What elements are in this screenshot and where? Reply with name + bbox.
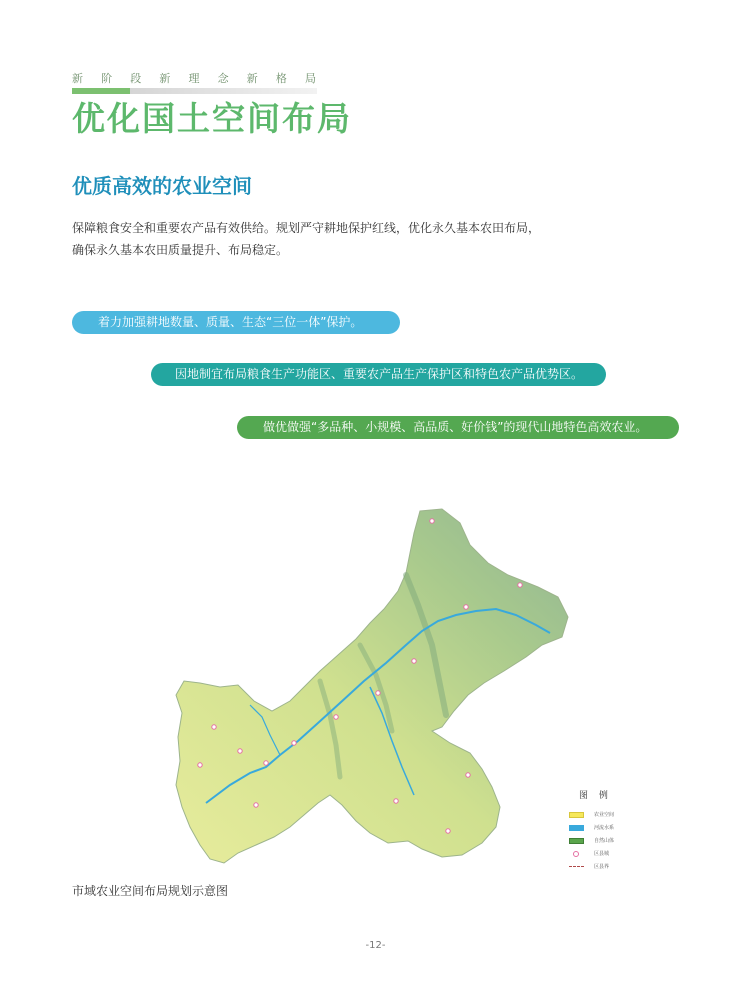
county-town-marker — [292, 741, 296, 745]
county-town-marker — [254, 803, 258, 807]
section-title: 优质高效的农业空间 — [72, 174, 252, 198]
section-intro — [72, 217, 592, 261]
county-town-marker — [198, 763, 202, 767]
series-char: 阶 — [101, 72, 114, 85]
page-number: -12- — [365, 940, 386, 951]
legend-item — [569, 808, 649, 821]
county-town-marker — [376, 691, 380, 695]
map-region-shape — [176, 509, 568, 863]
map-legend — [569, 788, 649, 873]
header-accent-bar — [72, 88, 130, 94]
legend-swatch — [573, 851, 579, 857]
figure-caption: 市域农业空间布局规划示意图 — [72, 884, 229, 898]
series-char: 新 — [159, 72, 172, 85]
legend-label: 河流水系 — [594, 825, 615, 831]
agricultural-space-map — [170, 505, 580, 867]
legend-swatch — [569, 866, 584, 867]
legend-title: 图 例 — [579, 791, 612, 801]
series-char: 段 — [130, 72, 143, 85]
legend-swatch — [569, 825, 584, 831]
legend-item — [569, 847, 649, 860]
county-town-marker — [430, 519, 434, 523]
legend-item — [569, 834, 649, 847]
legend-label: 区县城 — [594, 851, 610, 857]
key-point-pill: 做优做强“多品种、小规模、高品质、好价钱”的现代山地特色高效农业。 — [237, 416, 679, 439]
legend-label: 区县界 — [594, 864, 610, 870]
key-point-pill: 因地制宜布局粮食生产功能区、重要农产品生产保护区和特色农产品优势区。 — [151, 363, 606, 386]
county-town-marker — [412, 659, 416, 663]
legend-swatch — [569, 812, 584, 818]
legend-label: 自然山体 — [594, 838, 615, 844]
series-char: 局 — [305, 72, 317, 85]
series-heading — [72, 70, 317, 86]
county-town-marker — [334, 715, 338, 719]
intro-line: 保障粮食安全和重要农产品有效供给。规划严守耕地保护红线，优化永久基本农田布局， — [72, 221, 541, 235]
page-title: 优化国土空间布局 — [72, 99, 352, 138]
intro-line: 确保永久基本农田质量提升、布局稳定。 — [72, 243, 289, 257]
county-town-marker — [394, 799, 398, 803]
series-char: 格 — [275, 72, 288, 85]
county-town-marker — [518, 583, 522, 587]
series-char: 新 — [246, 72, 259, 85]
county-town-marker — [464, 605, 468, 609]
legend-item — [569, 821, 649, 834]
map-graphic — [170, 505, 580, 867]
series-char: 念 — [217, 72, 230, 85]
header-divider-bar — [130, 88, 317, 94]
legend-label: 农业空间 — [594, 812, 615, 818]
county-town-marker — [238, 749, 242, 753]
county-town-marker — [466, 773, 470, 777]
legend-swatch — [569, 838, 584, 844]
county-town-marker — [212, 725, 216, 729]
legend-item — [569, 860, 649, 873]
county-town-marker — [446, 829, 450, 833]
series-char: 新 — [72, 72, 84, 85]
series-char: 理 — [188, 72, 201, 85]
key-point-pill: 着力加强耕地数量、质量、生态“三位一体”保护。 — [72, 311, 400, 334]
county-town-marker — [264, 761, 268, 765]
